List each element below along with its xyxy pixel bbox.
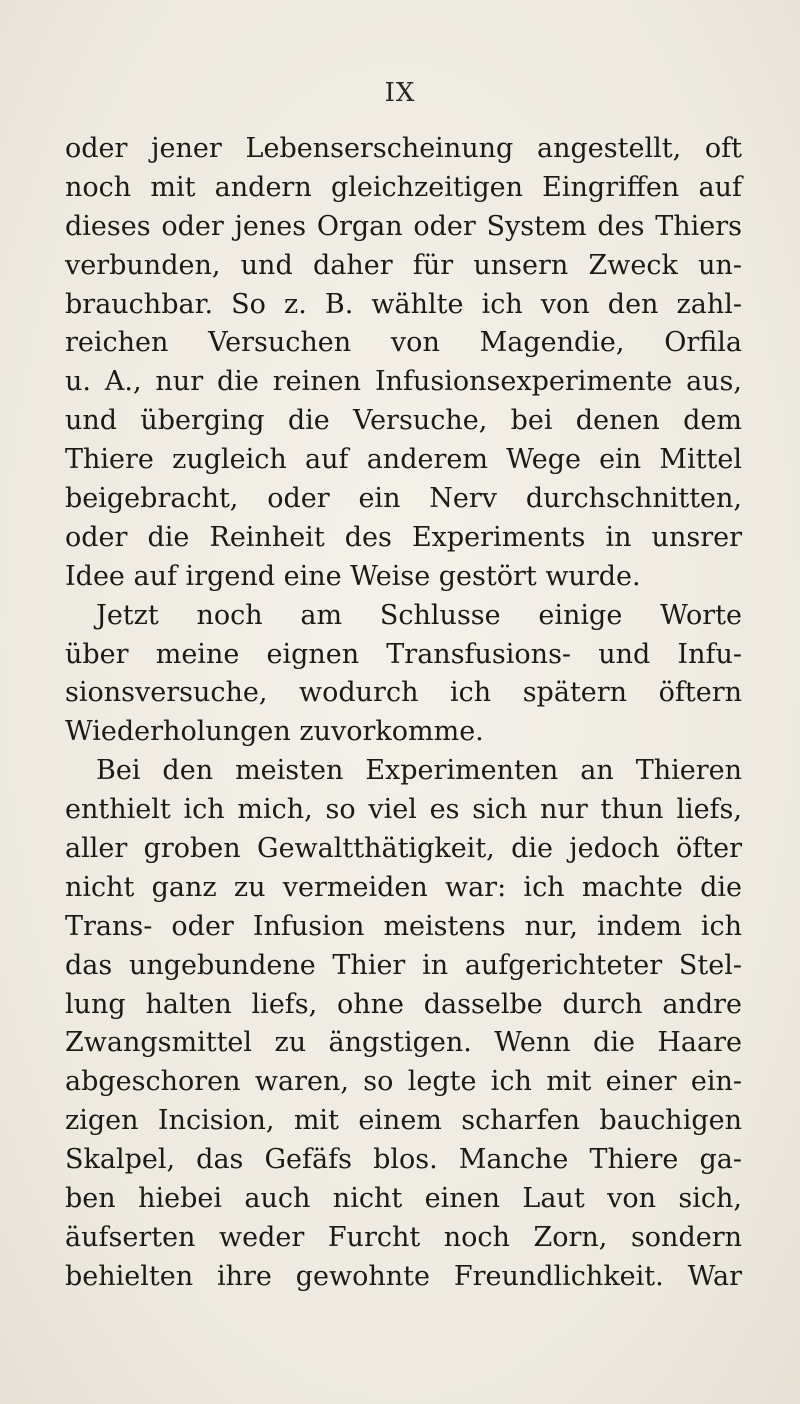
- text-line: brauchbar. So z. B. wählte ich von den zahl-: [65, 288, 742, 320]
- text-line: zigen Incision, mit einem scharfen bauchigen: [65, 1105, 742, 1137]
- text-line: äufserten weder Furcht noch Zorn, sondern: [65, 1221, 742, 1253]
- text-line: ben hiebei auch nicht einen Laut von sich,: [65, 1183, 742, 1215]
- text-line: lung halten liefs, ohne dasselbe durch andre: [65, 988, 742, 1020]
- page-number: IX: [384, 78, 416, 108]
- text-line: aller groben Gewaltthätigkeit, die jedoch öfter: [65, 833, 742, 865]
- text-line: beigebracht, oder ein Nerv durchschnitten,: [65, 483, 742, 515]
- text-line: nicht ganz zu vermeiden war: ich machte die: [65, 871, 742, 903]
- text-line: oder die Reinheit des Experiments in unsrer: [65, 521, 742, 553]
- paragraph-start-line: Jetzt noch am Schlusse einige Worte: [96, 599, 742, 631]
- text-line: abgeschoren waren, so legte ich mit einer ein-: [65, 1066, 742, 1098]
- text-line: verbunden, und daher für unsern Zweck un-: [65, 249, 742, 281]
- text-line: Thiere zugleich auf anderem Wege ein Mittel: [65, 444, 742, 476]
- text-line: Zwangsmittel zu ängstigen. Wenn die Haare: [65, 1027, 742, 1059]
- text-line: Trans- oder Infusion meistens nur, indem ich: [65, 910, 742, 942]
- text-line: dieses oder jenes Organ oder System des Thiers: [65, 210, 742, 242]
- text-line: das ungebundene Thier in aufgerichteter Stel-: [65, 949, 742, 981]
- text-line: reichen Versuchen von Magendie, Orfila: [65, 327, 742, 359]
- paragraph-start-line: Bei den meisten Experimenten an Thieren: [96, 755, 742, 787]
- paragraph-end-line: Idee auf irgend eine Weise gestört wurde.: [65, 560, 641, 592]
- text-line: u. A., nur die reinen Infusionsexperimente aus,: [65, 366, 742, 398]
- text-line: Skalpel, das Gefäfs blos. Manche Thiere ga-: [65, 1144, 742, 1176]
- body-text: [65, 130, 742, 1297]
- text-line: enthielt ich mich, so viel es sich nur thun liefs,: [65, 794, 742, 826]
- text-line: und überging die Versuche, bei denen dem: [65, 405, 742, 437]
- text-line: sionsversuche, wodurch ich spätern öftern: [65, 677, 742, 709]
- text-line: behielten ihre gewohnte Freundlichkeit. War: [65, 1260, 742, 1292]
- text-line: noch mit andern gleichzeitigen Eingriffen auf: [65, 171, 742, 203]
- text-line: oder jener Lebenserscheinung angestellt, oft: [65, 133, 742, 164]
- text-line: über meine eignen Transfusions- und Infu-: [65, 638, 742, 670]
- paragraph-end-line: Wiederholungen zuvorkomme.: [65, 716, 484, 748]
